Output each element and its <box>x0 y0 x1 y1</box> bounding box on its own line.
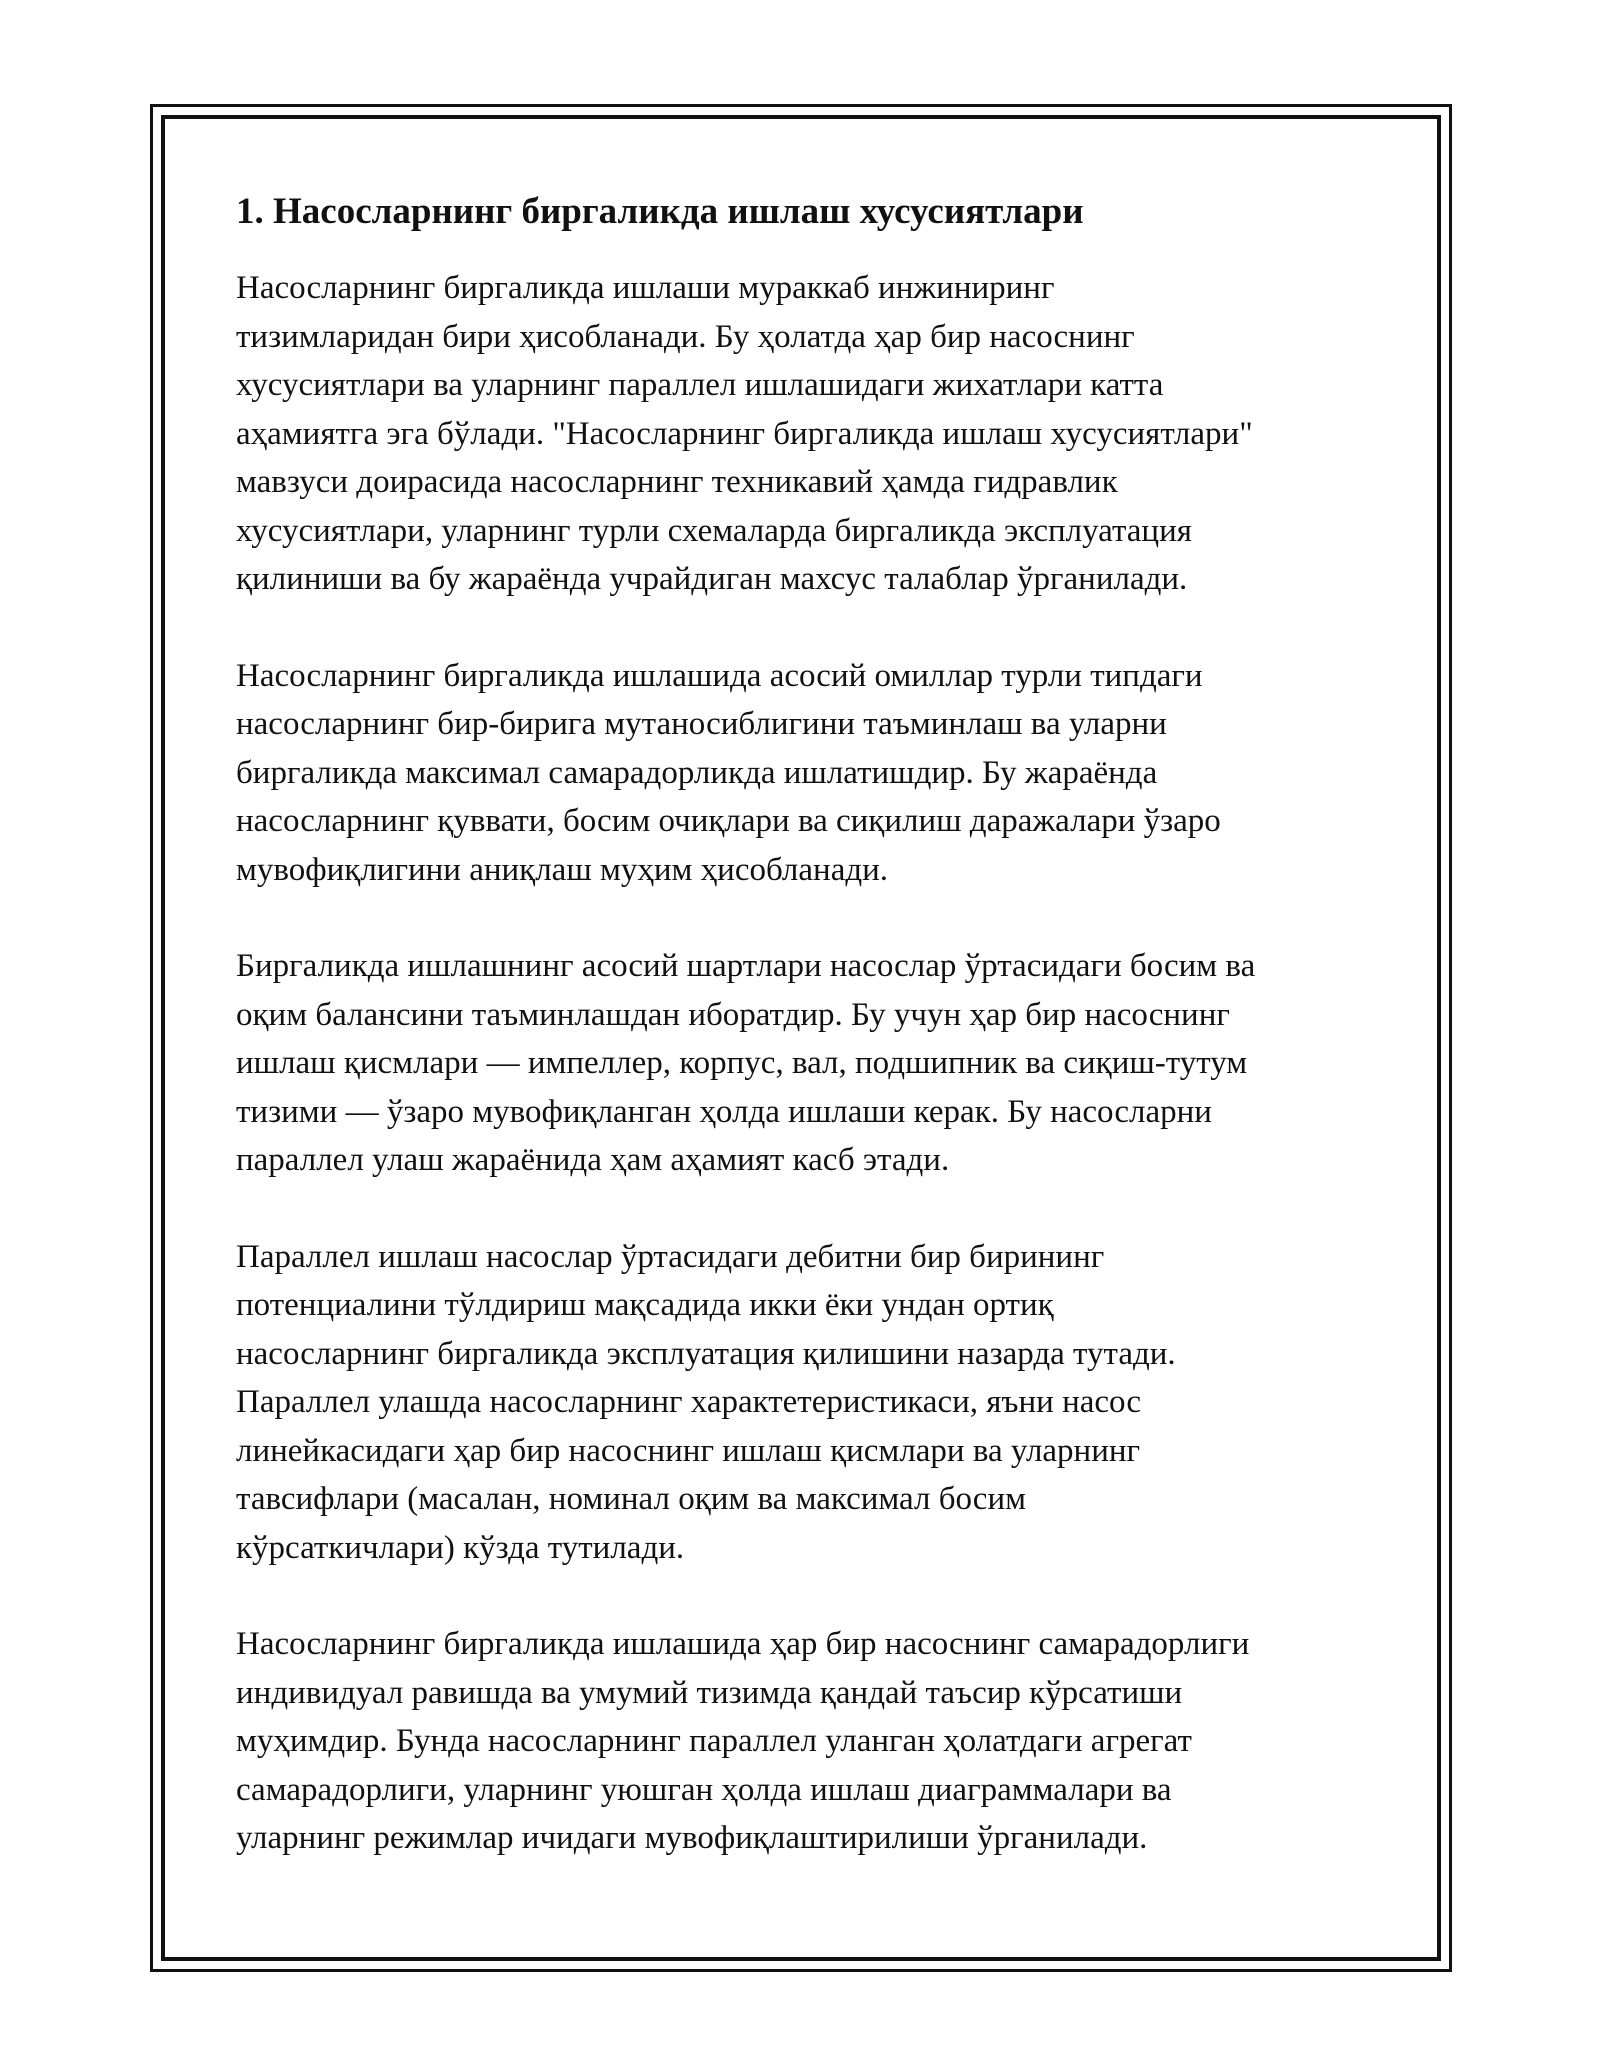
text-line: тизими — ўзаро мувофиқланган ҳолда ишлаши керак. Бу насосларни <box>236 1093 1212 1130</box>
text-line: биргаликда максимал самарадорликда ишлатишдир. Бу жараёнда <box>236 754 1158 791</box>
text-line: Насосларнинг биргаликда ишлаши мураккаб инжиниринг <box>236 270 1055 306</box>
text-line: потенциалини тўлдириш мақсадида икки ёки ундан ортиқ <box>236 1287 1054 1323</box>
paragraph-1 <box>236 264 1386 604</box>
text-line: самарадорлиги, уларнинг уюшган ҳолда ишлаш диаграммалари ва <box>236 1771 1172 1808</box>
text-line: Параллел улашда насосларнинг характетеристикаси, яъни насос <box>236 1384 1141 1420</box>
text-line: индивидуал равишда ва умумий тизимда қандай таъсир кўрсатиши <box>236 1674 1183 1711</box>
text-line: қилиниши ва бу жараёнда учрайдиган махсус талаблар ўрганилади. <box>236 561 1188 597</box>
section-heading: 1. Насосларнинг биргаликда ишлаш хусусиятлари <box>236 191 1084 232</box>
paragraph-3 <box>236 942 1386 1185</box>
paragraph-5 <box>236 1620 1386 1863</box>
text-line: уларнинг режимлар ичидаги мувофиқлаштирилиши ўрганилади. <box>236 1820 1148 1856</box>
paragraph-2 <box>236 652 1386 895</box>
text-line: мувофиқлигини аниқлаш муҳим ҳисобланади. <box>236 851 889 888</box>
text-line: кўрсаткичлари) кўзда тутилади. <box>236 1529 685 1566</box>
text-line: линейкасидаги ҳар бир насоснинг ишлаш қисмлари ва уларнинг <box>236 1432 1141 1469</box>
document-content <box>236 188 1386 1863</box>
text-line: хусусиятлари ва уларнинг параллел ишлашидаги жихатлари катта <box>236 367 1164 403</box>
text-line: ишлаш қисмлари — импеллер, корпус, вал, подшипник ва сиқиш-тутум <box>236 1045 1248 1081</box>
text-line: аҳамиятга эга бўлади. "Насосларнинг биргаликда ишлаш хусусиятлари" <box>236 415 1253 452</box>
paragraph-4 <box>236 1233 1386 1573</box>
text-line: Биргаликда ишлашнинг асосий шартлари насослар ўртасидаги босим ва <box>236 948 1256 984</box>
text-line: хусусиятлари, уларнинг турли схемаларда биргаликда эксплуатация <box>236 512 1192 549</box>
text-line: насосларнинг биргаликда эксплуатация қилишини назарда тутади. <box>236 1335 1176 1372</box>
text-line: мавзуси доирасида насосларнинг техникавий ҳамда гидравлик <box>236 464 1118 500</box>
text-line: тизимларидан бири ҳисобланади. Бу ҳолатда ҳар бир насоснинг <box>236 318 1135 355</box>
text-line: насосларнинг бир-бирига мутаносиблигини таъминлаш ва уларни <box>236 706 1167 742</box>
text-line: оқим балансини таъминлашдан иборатдир. Бу учун ҳар бир насоснинг <box>236 996 1230 1033</box>
text-line: муҳимдир. Бунда насосларнинг параллел уланган ҳолатдаги агрегат <box>236 1723 1192 1759</box>
text-line: Параллел ишлаш насослар ўртасидаги дебитни бир бирининг <box>236 1238 1105 1275</box>
text-line: тавсифлари (масалан, номинал оқим ва максимал босим <box>236 1481 1027 1517</box>
text-line: насосларнинг қуввати, босим очиқлари ва сиқилиш даражалари ўзаро <box>236 803 1221 839</box>
text-line: параллел улаш жараёнида ҳам аҳамият касб этади. <box>236 1142 950 1178</box>
text-line: Насосларнинг биргаликда ишлашида ҳар бир насоснинг самарадорлиги <box>236 1626 1250 1662</box>
text-line: Насосларнинг биргаликда ишлашида асосий омиллар турли типдаги <box>236 657 1203 694</box>
